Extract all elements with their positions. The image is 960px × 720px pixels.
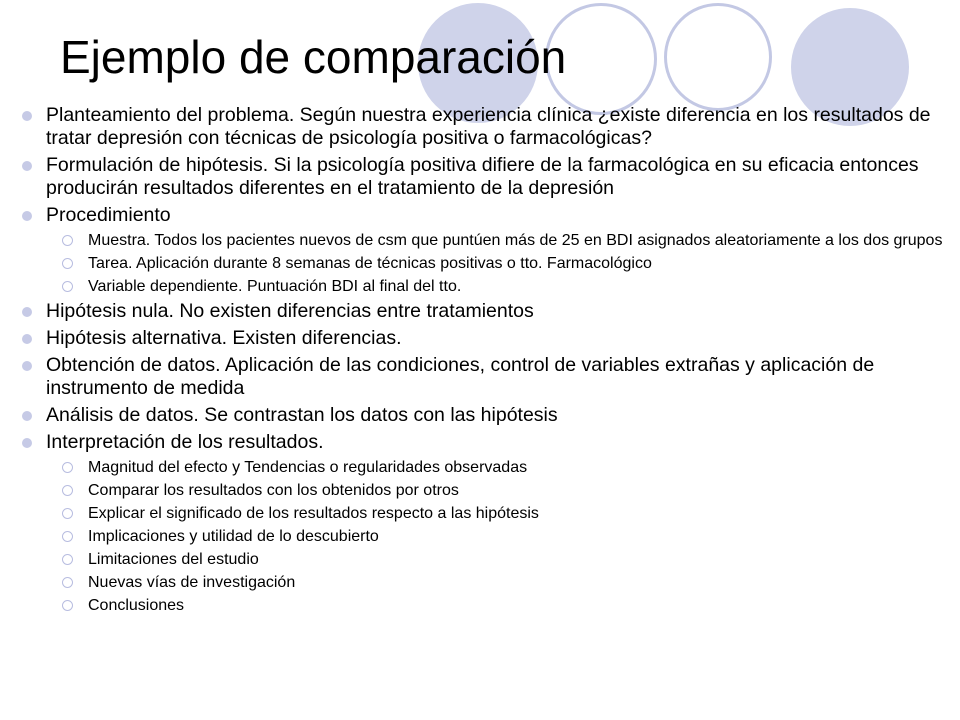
list-item: [20, 154, 950, 200]
list-item: [20, 404, 950, 427]
bullet-icon: [22, 211, 32, 221]
circle-bullet-icon: [62, 485, 73, 496]
list-item: [20, 327, 950, 350]
bullet-icon: [22, 411, 32, 421]
list-item-text: Hipótesis nula. No existen diferencias entre tratamientos: [46, 300, 534, 322]
sub-list-item-text: Variable dependiente. Puntuación BDI al final del tto.: [88, 278, 462, 295]
sub-list-item-text: Tarea. Aplicación durante 8 semanas de técnicas positivas o tto. Farmacológico: [88, 255, 652, 272]
circle-bullet-icon: [62, 281, 73, 292]
sub-list-item: [20, 458, 950, 477]
list-item-text: Procedimiento: [46, 204, 171, 226]
sub-list-item: [20, 504, 950, 523]
list-item-text: Análisis de datos. Se contrastan los datos con las hipótesis: [46, 404, 558, 426]
sub-list-item-text: Explicar el significado de los resultados respecto a las hipótesis: [88, 505, 539, 522]
circle-bullet-icon: [62, 577, 73, 588]
sub-list: [20, 231, 950, 296]
bullet-list: [20, 104, 950, 615]
sub-list-item-text: Comparar los resultados con los obtenidos por otros: [88, 482, 459, 499]
sub-list-item: [20, 231, 950, 250]
sub-list-item: [20, 277, 950, 296]
circle-bullet-icon: [62, 600, 73, 611]
bullet-icon: [22, 161, 32, 171]
decorative-circle-outline: [664, 3, 772, 111]
slide-title: Ejemplo de comparación: [60, 31, 567, 83]
sub-list-item: [20, 481, 950, 500]
list-item-text: Hipótesis alternativa. Existen diferencias.: [46, 327, 402, 349]
list-item-text: Obtención de datos. Aplicación de las condiciones, control de variables extrañas y aplicación de instrumento de medida: [46, 354, 875, 399]
bullet-icon: [22, 361, 32, 371]
sub-list-item-text: Conclusiones: [88, 597, 185, 614]
list-item: [20, 354, 950, 400]
bullet-icon: [22, 307, 32, 317]
sub-list-item: [20, 527, 950, 546]
sub-list-item-text: Magnitud del efecto y Tendencias o regularidades observadas: [88, 459, 528, 476]
list-item: [20, 431, 950, 454]
sub-list-item: [20, 596, 950, 615]
sub-list-item: [20, 254, 950, 273]
circle-bullet-icon: [62, 462, 73, 473]
list-item: [20, 204, 950, 227]
bullet-icon: [22, 334, 32, 344]
sub-list: [20, 458, 950, 615]
sub-list-item: [20, 573, 950, 592]
sub-list-item-text: Nuevas vías de investigación: [88, 574, 296, 591]
sub-list-item-text: Implicaciones y utilidad de lo descubierto: [88, 528, 379, 545]
sub-list-item-text: Muestra. Todos los pacientes nuevos de csm que puntúen más de 25 en BDI asignados aleatoriamente a los dos grupos: [88, 232, 943, 249]
circle-bullet-icon: [62, 554, 73, 565]
circle-bullet-icon: [62, 235, 73, 246]
circle-bullet-icon: [62, 508, 73, 519]
slide-content: [20, 104, 950, 619]
sub-list-item: [20, 550, 950, 569]
list-item-text: Planteamiento del problema. Según nuestra experiencia clínica ¿existe diferencia en los resultados de tratar depresión con técnicas de psicología positiva o farmacológicas?: [46, 104, 931, 149]
list-item: [20, 104, 950, 150]
circle-bullet-icon: [62, 531, 73, 542]
list-item-text: Formulación de hipótesis. Si la psicología positiva difiere de la farmacológica en su eficacia entonces producirán resultados diferentes en el tratamiento de la depresión: [46, 154, 919, 199]
bullet-icon: [22, 111, 32, 121]
list-item-text: Interpretación de los resultados.: [46, 431, 324, 453]
bullet-icon: [22, 438, 32, 448]
list-item: [20, 300, 950, 323]
sub-list-item-text: Limitaciones del estudio: [88, 551, 259, 568]
circle-bullet-icon: [62, 258, 73, 269]
